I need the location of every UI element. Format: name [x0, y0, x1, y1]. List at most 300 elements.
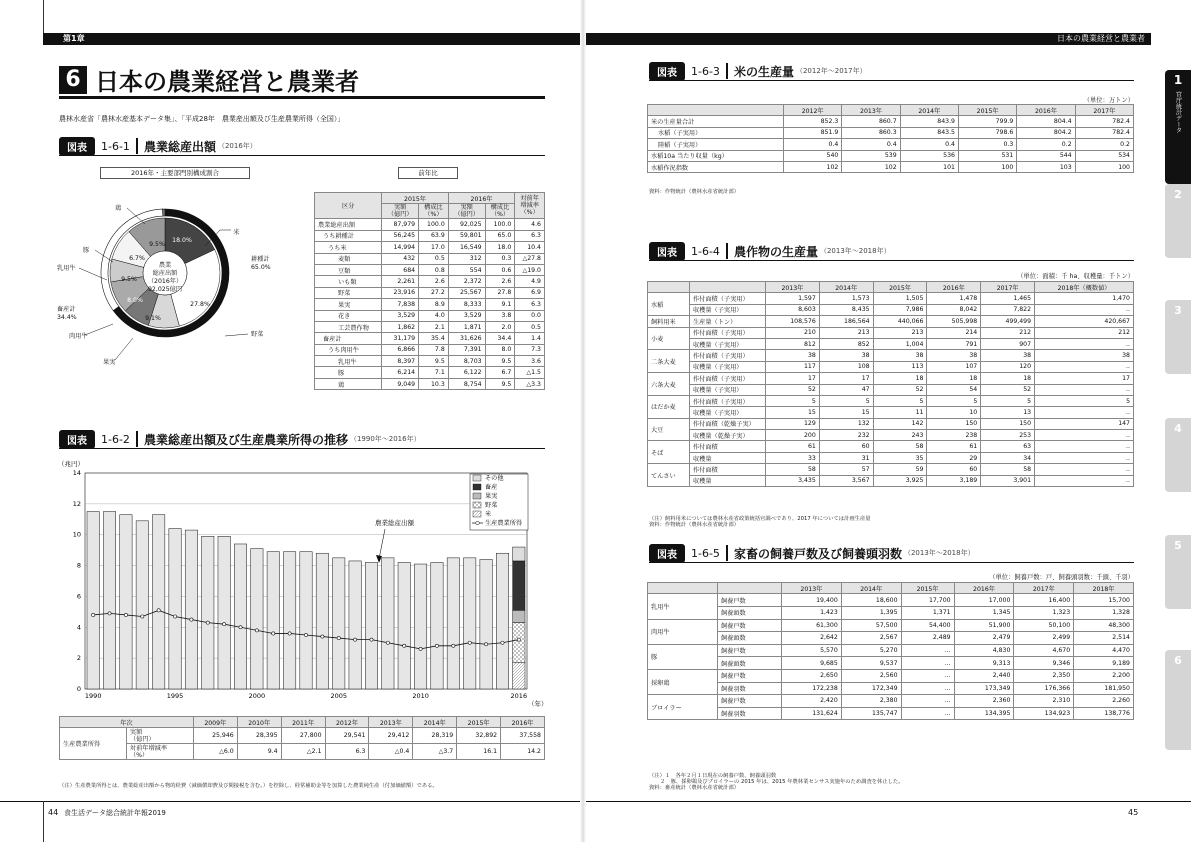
row-label: 飼養戸数	[718, 619, 782, 632]
table-cell: 4,670	[1014, 644, 1074, 657]
annotation-pointer	[379, 529, 385, 559]
book-title: 食生活データ総合統計年報2019	[64, 809, 166, 817]
table-row	[648, 418, 1134, 429]
table-cell: 6.7	[485, 367, 515, 378]
table-cell: 1,465	[981, 293, 1035, 304]
table-row	[648, 338, 1134, 349]
table-cell: 8,754	[448, 378, 485, 389]
callout-dairy: 乳用牛	[57, 265, 76, 272]
table-cell: 61	[927, 441, 981, 452]
income-change: 14.2	[501, 744, 545, 760]
table-row	[648, 464, 1134, 475]
row-label: 飼養羽数	[718, 682, 782, 695]
table-cell: 7,391	[448, 344, 485, 355]
income-value: 27,800	[281, 728, 325, 744]
total-output-bar	[202, 536, 214, 689]
table-cell: 9,537	[841, 657, 901, 670]
table-cell: 173,349	[954, 682, 1014, 695]
year-header: 2013年	[766, 282, 820, 293]
table-row	[648, 161, 1134, 172]
row-label: 野菜	[315, 287, 382, 298]
year-header: 2016年	[1017, 105, 1075, 116]
table-cell: 59,801	[448, 230, 485, 241]
table-cell: 9,685	[782, 657, 842, 670]
table-cell: 57,500	[841, 619, 901, 632]
row-label: 飼養羽数	[718, 707, 782, 720]
table-row	[315, 276, 545, 287]
legend-label: 米	[485, 511, 492, 518]
table-cell: 2,514	[1074, 632, 1134, 645]
total-output-bar	[300, 552, 312, 689]
table-cell: …	[901, 682, 954, 695]
table-cell: 1.4	[515, 333, 545, 344]
fig164-table	[647, 281, 1134, 487]
side-tab-6[interactable]: 6	[1165, 650, 1191, 750]
table-row	[648, 384, 1134, 395]
total-output-bar	[447, 558, 459, 689]
table-row	[648, 644, 1134, 657]
section-title: 日本の農業経営と農業者	[95, 68, 359, 96]
year-header: 2013年	[782, 583, 842, 594]
table-cell: 852	[819, 338, 873, 349]
fig164-note-2: 資料：作物統計（農林水産省統計部）	[649, 522, 740, 528]
table-cell: 2,260	[1074, 695, 1134, 708]
group-label: 採卵鶏	[648, 669, 718, 694]
section-heading	[59, 62, 359, 97]
year-header: 2014年	[900, 105, 958, 116]
row-label: 飼養戸数	[718, 644, 782, 657]
total-output-bar	[218, 536, 230, 689]
row-label: 飼養戸数	[718, 594, 782, 607]
year-header: 2013年	[842, 105, 900, 116]
table-cell: 38	[819, 350, 873, 361]
table-cell: 540	[784, 150, 842, 161]
table-cell: 1,328	[1074, 606, 1134, 619]
table-cell: 58	[873, 441, 927, 452]
table-cell: 5	[927, 395, 981, 406]
side-tab-2[interactable]: 2	[1165, 184, 1191, 258]
y-tick-label: 2	[76, 654, 81, 663]
table-cell: 57	[819, 464, 873, 475]
table-cell: 4,830	[954, 644, 1014, 657]
table-cell: 2.6	[485, 276, 515, 287]
table-cell: 7,986	[873, 304, 927, 315]
row-label: 収穫量（子実用）	[690, 361, 766, 372]
total-output-bar	[152, 515, 164, 689]
income-point	[484, 643, 487, 646]
total-output-bar	[480, 559, 492, 689]
table-cell: ‥	[1035, 361, 1134, 372]
pct-pig: 6.7%	[129, 255, 145, 262]
table-cell: 100	[958, 161, 1016, 172]
table-cell: ‥	[1035, 430, 1134, 441]
legend-label: その他	[485, 475, 504, 482]
legend-swatch	[473, 475, 481, 481]
table-cell: 5	[1035, 395, 1134, 406]
income-change: 16.1	[457, 744, 501, 760]
running-title: 日本の農業経営と農業者	[1057, 34, 1145, 43]
table-cell: 804.2	[1017, 127, 1075, 138]
table-cell: 107	[927, 361, 981, 372]
table-cell: 860.7	[842, 116, 900, 127]
table-cell: 2,310	[1014, 695, 1074, 708]
table-row	[648, 452, 1134, 463]
table-cell: 172,349	[841, 682, 901, 695]
table-cell: 214	[927, 327, 981, 338]
table-caption: 前年比	[398, 167, 458, 179]
income-point	[304, 633, 307, 636]
y-tick-label: 12	[72, 499, 81, 508]
fig165-note-1: （注）１ 各年２月１日現在の飼養戸数、飼養頭羽数	[649, 773, 777, 779]
table-cell: 213	[873, 327, 927, 338]
income-point	[288, 632, 291, 635]
income-value: 28,319	[413, 728, 457, 744]
table-cell: 138,776	[1074, 707, 1134, 720]
fig165-note-3: 資料：畜産統計（農林水産省統計部）	[649, 785, 740, 791]
total-output-bar	[414, 564, 426, 689]
table-cell: 5	[873, 395, 927, 406]
table-cell: 2,499	[1014, 632, 1074, 645]
table-cell: 243	[873, 430, 927, 441]
callout-livestock-pct: 34.4%	[57, 314, 77, 321]
table-cell: 0.4	[842, 139, 900, 150]
year-header: 2015年	[901, 583, 954, 594]
income-point	[435, 644, 438, 647]
group-label: そば	[648, 441, 690, 464]
callout-chicken: 鶏	[115, 205, 122, 212]
table-row	[648, 430, 1134, 441]
side-tab-4[interactable]: 4	[1165, 418, 1191, 492]
side-tab-3[interactable]: 3	[1165, 300, 1191, 374]
income-value: 37,558	[501, 728, 545, 744]
table-cell: 17,000	[954, 594, 1014, 607]
row-label: 作付面積（子実用）	[690, 327, 766, 338]
year-header: 2010年	[237, 717, 281, 728]
table-row	[648, 373, 1134, 384]
total-output-bar	[234, 544, 246, 689]
table-cell: 312	[448, 253, 485, 264]
table-cell: 4.9	[515, 276, 545, 287]
table-cell: 0.5	[515, 321, 545, 332]
table-cell: 7,822	[981, 304, 1035, 315]
table-cell: 8,435	[819, 304, 873, 315]
table-cell: 13	[981, 407, 1035, 418]
table-cell: 531	[958, 150, 1016, 161]
pie-center-2: 総産出額	[152, 270, 178, 277]
side-tab-5[interactable]: 5	[1165, 535, 1191, 609]
row-label: 陸稲（子実用）	[648, 139, 784, 150]
legend-label: 果実	[485, 493, 498, 500]
table-cell: 0.6	[485, 264, 515, 275]
table-cell: ‥	[1035, 441, 1134, 452]
table-cell: ‥	[1035, 384, 1134, 395]
callout-livestock: 畜産計	[57, 306, 76, 313]
table-cell: 420,667	[1035, 316, 1134, 327]
table-cell: 5	[981, 395, 1035, 406]
income-point	[124, 613, 127, 616]
table-cell: 499,499	[981, 316, 1035, 327]
fig161-table: 区分 2015年 2016年 対前年 増減率 （%） 実額 （億円） 構成比 （%） 実額 （億円） 構成比 （%） 農業総産出額 87,979 100.0 92,025 100.0 4.6 うち耕種計 56,245 63.9 59,801 65.0 6.3 うち米 14,994 17.0 16,549 18.0 10.4 麦類 432 0.5 312 0.3 △27.8 豆類 684 0.8 554 0.6 △19.0 いも類 2,261 2.6 2,372 2.6 4.9 野菜 23,916 27.2 25,567 27.8 6.9 果実 7,838 8.9 8,333 9.1 6.3 花き 3,529 4.0 3,529 3.8 0.0 工芸農作物 1,862 2.1 1,871 2.0 0.5 畜産計 31,179 35.4 31,626 34.4 1.4 うち肉用牛 6,866 7.8 7,391 8.0 7.3 乳用牛 8,397 9.5 8,703 9.5 3.6 豚 6,214 7.1 6,122 6.7 △1.5 鶏 9,049 10.3 8,754 9.5 △3.3	[314, 192, 545, 390]
fig165-note-2: ２ 豚、採卵鶏及びブロイラーの 2015 年は、2015 年農林業センサス実施年のため調査を休止した。	[660, 779, 904, 785]
table-cell: 6.9	[515, 287, 545, 298]
year-header: 2016年	[927, 282, 981, 293]
table-cell: 2,420	[782, 695, 842, 708]
table-cell: 18	[927, 373, 981, 384]
footer-rule-left	[0, 801, 580, 802]
fig165-header: 図表 1-6-5 家畜の飼養戸数及び飼養頭羽数 （2013年〜2018年）	[649, 544, 975, 562]
fig163-table	[647, 104, 1134, 173]
table-cell: 4.0	[419, 310, 449, 321]
table-cell: 103	[1017, 161, 1075, 172]
income-value: 29,412	[369, 728, 413, 744]
year-header: 2016年	[954, 583, 1014, 594]
section-source: 農林水産省「農林水産基本データ集」、「平成28年 農業産出額及び生産農業所得（全国）」	[59, 115, 345, 123]
row-label: 収穫量（子実用）	[690, 338, 766, 349]
table-cell: 7.1	[419, 367, 449, 378]
side-tab-1[interactable]: 1 官庁統計データ	[1165, 70, 1191, 184]
row-label: うち耕種計	[315, 230, 382, 241]
pct-dairy: 9.5%	[121, 276, 137, 283]
table-cell: 54	[927, 384, 981, 395]
table-row	[315, 253, 545, 264]
fig163-unit: （単位：万トン）	[1083, 97, 1134, 104]
total-output-bar	[120, 515, 132, 689]
table-cell: 7.8	[419, 344, 449, 355]
table-cell: 52	[766, 384, 820, 395]
table-cell: 2,360	[954, 695, 1014, 708]
income-point	[255, 629, 258, 632]
table-cell: △1.5	[515, 367, 545, 378]
fig164-header: 図表 1-6-4 農作物の生産量 （2013年〜2018年）	[649, 242, 891, 260]
income-point	[386, 641, 389, 644]
table-cell: 7.3	[515, 344, 545, 355]
table-cell: 58	[981, 464, 1035, 475]
table-cell: ‥	[1035, 338, 1134, 349]
table-cell: 147	[1035, 418, 1134, 429]
table-cell: 19,400	[782, 594, 842, 607]
page-fold	[580, 0, 586, 842]
legend-label: 野菜	[485, 502, 498, 509]
row-label: 収穫量（子実用）	[690, 384, 766, 395]
table-cell: 17	[819, 373, 873, 384]
row-label: 作付面積（子実用）	[690, 373, 766, 384]
stacked-segment-2016	[513, 561, 525, 610]
fig162-table: 年次 2009年 2010年 2011年 2012年 2013年 2014年 2015年 2016年 生産農業所得 実額 （億円） 25,946 28,395 27,800 29,541 29,412 28,319 32,892 37,558 対前年増減率 （%） △6.0 9.4 △2.1 6.3 △0.4 △3.7 16.1 14.2	[59, 716, 545, 760]
year-header: 2014年	[819, 282, 873, 293]
table-row	[648, 695, 1134, 708]
table-cell: 2,200	[1074, 669, 1134, 682]
pie-center-3: （2016年）	[147, 278, 183, 285]
year-header: 2015年	[457, 717, 501, 728]
income-change: 9.4	[237, 744, 281, 760]
table-cell: 238	[927, 430, 981, 441]
income-change: △6.0	[193, 744, 237, 760]
table-cell: 60	[927, 464, 981, 475]
table-cell: 539	[842, 150, 900, 161]
callout-crops: 耕種計	[251, 256, 270, 263]
table-cell: 51,900	[954, 619, 1014, 632]
row-label: 作付面積（子実用）	[690, 293, 766, 304]
table-cell: 2,350	[1014, 669, 1074, 682]
table-cell: 1,871	[448, 321, 485, 332]
table-cell: 61	[766, 441, 820, 452]
table-cell: 38	[927, 350, 981, 361]
table-cell: 100.0	[419, 219, 449, 230]
total-output-bar	[169, 529, 181, 689]
row-label: 収穫量（乾燥子実）	[690, 430, 766, 441]
table-cell: 1,395	[841, 606, 901, 619]
table-cell: 9.5	[485, 378, 515, 389]
income-point	[223, 623, 226, 626]
total-output-bar	[136, 521, 148, 689]
x-tick-label: 2016	[510, 692, 528, 700]
total-output-bar	[103, 512, 115, 689]
table-cell: △19.0	[515, 264, 545, 275]
table-cell: 2,440	[954, 669, 1014, 682]
row-label: 飼養戸数	[718, 695, 782, 708]
legend-marker	[476, 521, 480, 525]
group-label: 大豆	[648, 418, 690, 441]
table-row	[648, 407, 1134, 418]
table-cell: 212	[981, 327, 1035, 338]
table-cell: 9,346	[1014, 657, 1074, 670]
table-row	[648, 669, 1134, 682]
table-cell: 2.0	[485, 321, 515, 332]
total-output-bar	[398, 562, 410, 689]
table-cell: 1,478	[927, 293, 981, 304]
table-row	[648, 350, 1134, 361]
row-label: 飼養頭数	[718, 657, 782, 670]
table-row	[648, 127, 1134, 138]
table-cell: 1,371	[901, 606, 954, 619]
row-label: 収穫量	[690, 452, 766, 463]
table-cell: 15	[819, 407, 873, 418]
table-cell: 2,560	[841, 669, 901, 682]
table-cell: 176,366	[1014, 682, 1074, 695]
group-label: 水稲	[648, 293, 690, 316]
table-cell: 102	[842, 161, 900, 172]
income-value: 25,946	[193, 728, 237, 744]
section-rule	[59, 96, 545, 99]
pct-fruit: 9.1%	[145, 315, 161, 322]
table-cell: 52	[873, 384, 927, 395]
row-label: 水稲作況指数	[648, 161, 784, 172]
table-row	[315, 344, 545, 355]
table-cell: 14,994	[382, 242, 419, 253]
year-header: 2017年	[1014, 583, 1074, 594]
total-output-bar	[316, 553, 328, 689]
year-header: 2018年	[1074, 583, 1134, 594]
table-cell: 48,300	[1074, 619, 1134, 632]
total-output-bar	[382, 558, 394, 689]
table-cell: 534	[1075, 150, 1133, 161]
table-cell: 17	[1035, 373, 1134, 384]
callout-veg: 野菜	[251, 331, 264, 338]
group-label: 乳用牛	[648, 594, 718, 619]
y-tick-label: 4	[76, 623, 81, 632]
chapter-bar-right	[586, 33, 1151, 45]
table-row	[648, 707, 1134, 720]
legend-swatch	[473, 511, 481, 517]
table-cell: 18,600	[841, 594, 901, 607]
income-point	[419, 647, 422, 650]
pct-rice: 18.0%	[172, 237, 192, 244]
fig165-rule	[649, 562, 1134, 563]
year-header: 2015年	[958, 105, 1016, 116]
x-tick-label: 2005	[330, 692, 348, 700]
group-label: はだか麦	[648, 395, 690, 418]
table-cell: 212	[1035, 327, 1134, 338]
table-cell: 29	[927, 452, 981, 463]
table-cell: 7,838	[382, 299, 419, 310]
stacked-segment-2016	[513, 623, 525, 663]
total-output-bar	[496, 553, 508, 689]
table-row	[315, 299, 545, 310]
x-unit: （年）	[528, 700, 548, 708]
income-point	[141, 615, 144, 618]
table-cell: 34	[981, 452, 1035, 463]
table-cell: 8.9	[419, 299, 449, 310]
pie-center-1: 農業	[158, 262, 172, 269]
pct-beef: 8.0%	[127, 297, 143, 304]
table-cell: 8.0	[485, 344, 515, 355]
fig161-header: 図表 1-6-1 農業総産出額 （2016年）	[59, 137, 257, 155]
income-value: 32,892	[457, 728, 501, 744]
table-cell: 38	[981, 350, 1035, 361]
table-cell: 65.0	[485, 230, 515, 241]
table-cell: 2,372	[448, 276, 485, 287]
total-output-bar	[267, 552, 279, 689]
table-cell: 134,923	[1014, 707, 1074, 720]
table-cell: 860.3	[842, 127, 900, 138]
table-cell: 6.3	[515, 299, 545, 310]
table-cell: 5,270	[841, 644, 901, 657]
table-cell: 2,642	[782, 632, 842, 645]
table-cell: 58	[766, 464, 820, 475]
table-cell: 100	[1075, 161, 1133, 172]
table-cell: 253	[981, 430, 1035, 441]
row-label: 作付面積	[690, 441, 766, 452]
table-cell: 120	[981, 361, 1035, 372]
table-cell: 4.6	[515, 219, 545, 230]
table-cell: 50,100	[1014, 619, 1074, 632]
table-cell: 9,313	[954, 657, 1014, 670]
legend-label: 畜産	[485, 484, 498, 491]
table-cell: 2.6	[419, 276, 449, 287]
y-tick-label: 0	[76, 685, 81, 693]
total-output-bar	[464, 558, 476, 689]
table-cell: 3,529	[382, 310, 419, 321]
table-cell: 0.4	[900, 139, 958, 150]
table-cell: 440,066	[873, 316, 927, 327]
y-tick-label: 14	[72, 469, 81, 477]
row-label: 作付面積（乾燥子実）	[690, 418, 766, 429]
callout-pig: 豚	[83, 247, 90, 254]
group-label: 小麦	[648, 327, 690, 350]
table-cell: 200	[766, 430, 820, 441]
row-label: 鶏	[315, 378, 382, 389]
row-label: 作付面積（子実用）	[690, 395, 766, 406]
table-row	[648, 327, 1134, 338]
row-label: 飼養頭数	[718, 632, 782, 645]
row-label: 水稲（子実用）	[648, 127, 784, 138]
table-cell: 536	[900, 150, 958, 161]
table-cell: 31,179	[382, 333, 419, 344]
income-point	[108, 612, 111, 615]
table-cell: 8,703	[448, 356, 485, 367]
table-row	[648, 475, 1134, 486]
table-cell: 87,979	[382, 219, 419, 230]
